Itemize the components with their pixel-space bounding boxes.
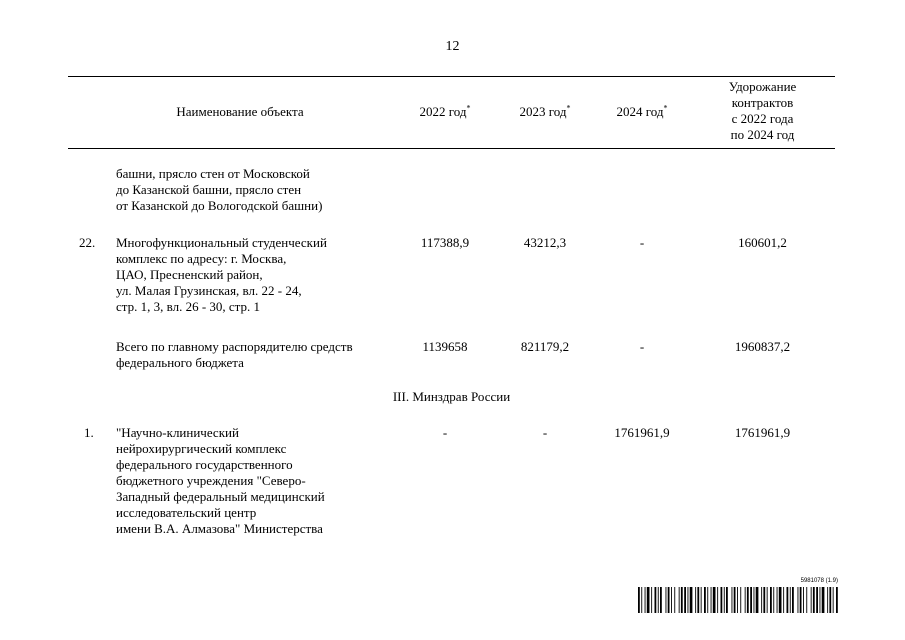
row-object-name: "Научно-клинический нейрохирургический комплекс федерального государственного бюджетного учреждения "Северо- Западный федеральный медицинский исследовательский центр имени В.А. Алмазова" Министерства bbox=[116, 425, 325, 536]
barcode-bar bbox=[717, 587, 718, 613]
barcode-bar bbox=[645, 587, 646, 613]
barcode-bar bbox=[684, 587, 686, 613]
barcode-bar bbox=[641, 587, 642, 613]
barcode-bar bbox=[704, 587, 706, 613]
row-value-increase: 160601,2 bbox=[738, 235, 787, 250]
barcode-bar bbox=[811, 587, 812, 613]
barcode-bar bbox=[724, 587, 725, 613]
barcode-bar bbox=[750, 587, 752, 613]
footnote-mark: * bbox=[663, 103, 668, 113]
row-value-increase: 1761961,9 bbox=[734, 425, 791, 440]
barcode-bar bbox=[711, 587, 712, 613]
barcode-bar bbox=[688, 587, 689, 613]
barcode-bar bbox=[713, 587, 716, 613]
total-value-2022: 1139658 bbox=[422, 339, 468, 354]
barcode-bar bbox=[638, 587, 640, 613]
barcode-bar bbox=[754, 587, 755, 613]
row-value-2023: 43212,3 bbox=[523, 235, 567, 250]
total-value-2024: - bbox=[639, 339, 645, 354]
barcode-bar bbox=[770, 587, 772, 613]
barcode-bar bbox=[763, 587, 765, 613]
header-2024: 2024 год* bbox=[616, 103, 668, 119]
barcode-bar bbox=[655, 587, 657, 613]
barcode-bar bbox=[658, 587, 659, 613]
barcode-bar bbox=[701, 587, 702, 613]
table-top-rule bbox=[68, 76, 835, 77]
header-2023: 2023 год* bbox=[519, 103, 571, 119]
barcode-bar bbox=[745, 587, 746, 613]
barcode-bar bbox=[816, 587, 818, 613]
barcode-bar bbox=[779, 587, 782, 613]
continued-object-text: башни, прясло стен от Московской до Казанской башни, прясло стен от Казанской до Вологодской башни) bbox=[116, 166, 323, 213]
total-value-2023: 821179,2 bbox=[520, 339, 570, 354]
barcode-bar bbox=[790, 587, 791, 613]
barcode-bar bbox=[740, 587, 741, 613]
row-object-name: Многофункциональный студенческий комплекс по адресу: г. Москва, ЦАО, Пресненский район, ул. Малая Грузинская, вл. 22 - 24, стр. 1, 3, вл. 26 - 30, стр. 1 bbox=[116, 235, 327, 314]
header-object-name: Наименование объекта bbox=[176, 104, 304, 119]
barcode-bar bbox=[756, 587, 759, 613]
barcode-bar bbox=[732, 587, 733, 613]
barcode-bar bbox=[813, 587, 815, 613]
footnote-mark: * bbox=[466, 103, 471, 113]
barcode-bar bbox=[668, 587, 670, 613]
row-value-2024: - bbox=[639, 235, 645, 250]
total-label: Всего по главному распорядителю средств федерального бюджета bbox=[116, 339, 353, 370]
barcode-bar bbox=[697, 587, 699, 613]
row-number: 1. bbox=[84, 425, 94, 440]
barcode-bar bbox=[773, 587, 774, 613]
barcode-bar bbox=[792, 587, 794, 613]
row-value-2022: - bbox=[442, 425, 448, 440]
barcode-bar bbox=[820, 587, 821, 613]
barcode-bar bbox=[767, 587, 768, 613]
barcode-bars bbox=[638, 587, 838, 613]
barcode-bar bbox=[726, 587, 728, 613]
barcode-bar bbox=[690, 587, 693, 613]
barcode-bar bbox=[671, 587, 672, 613]
barcode-bar bbox=[681, 587, 683, 613]
footnote-mark: * bbox=[566, 103, 571, 113]
barcode-bar bbox=[822, 587, 825, 613]
barcode-bar bbox=[783, 587, 784, 613]
section-title: III. Минздрав России bbox=[392, 389, 511, 404]
row-value-2023: - bbox=[542, 425, 548, 440]
row-value-2022: 117388,9 bbox=[420, 235, 470, 250]
row-value-2024: 1761961,9 bbox=[614, 425, 670, 440]
barcode-bar bbox=[737, 587, 738, 613]
barcode-bar bbox=[829, 587, 831, 613]
header-contract-increase: Удорожание контрактов с 2022 года по 2024 год bbox=[728, 79, 797, 142]
barcode-bar bbox=[707, 587, 708, 613]
barcode-bar bbox=[798, 587, 799, 613]
barcode-bar bbox=[674, 587, 675, 613]
header-2022: 2022 год* bbox=[419, 103, 471, 119]
barcode-bar bbox=[747, 587, 749, 613]
barcode-bar bbox=[647, 587, 650, 613]
row-number: 22. bbox=[79, 235, 96, 250]
barcode-bar bbox=[734, 587, 736, 613]
barcode-bar bbox=[695, 587, 696, 613]
barcode-bar bbox=[787, 587, 789, 613]
barcode-bar bbox=[761, 587, 762, 613]
total-value-increase: 1960837,2 bbox=[734, 339, 791, 354]
barcode-bar bbox=[660, 587, 662, 613]
barcode-bar bbox=[827, 587, 828, 613]
barcode-bar bbox=[803, 587, 804, 613]
page-number: 12 bbox=[445, 39, 460, 54]
barcode-bar bbox=[721, 587, 723, 613]
barcode-bar bbox=[833, 587, 834, 613]
barcode-bar bbox=[651, 587, 652, 613]
barcode-bar bbox=[777, 587, 778, 613]
barcode-label: 5981078 (1.9) bbox=[800, 578, 838, 584]
table-header-bottom-rule bbox=[68, 148, 835, 149]
barcode-bar bbox=[666, 587, 667, 613]
barcode-bar bbox=[806, 587, 807, 613]
barcode-bar bbox=[800, 587, 802, 613]
barcode bbox=[638, 578, 838, 614]
barcode-bar bbox=[679, 587, 680, 613]
barcode-bar bbox=[836, 587, 838, 613]
